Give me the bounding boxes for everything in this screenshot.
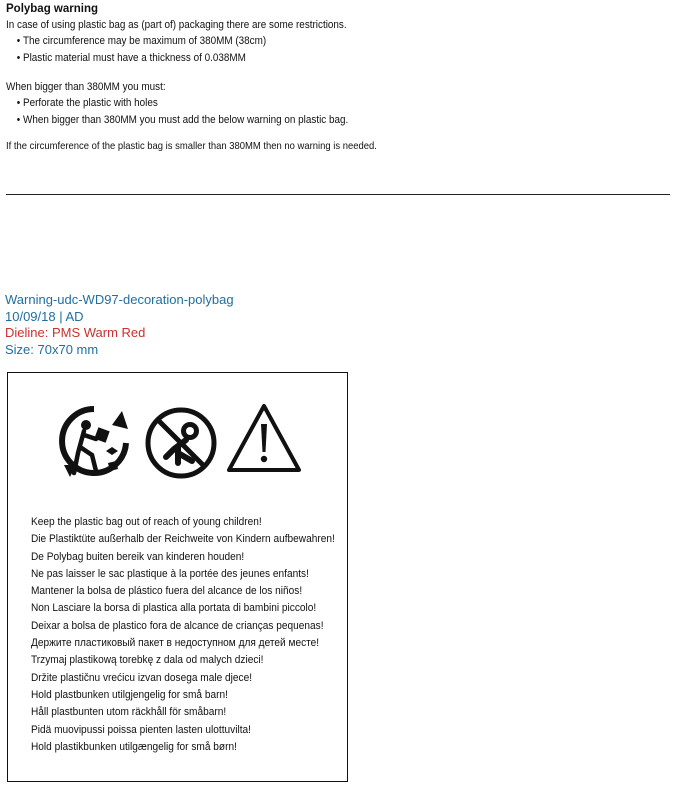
list-item: • Plastic material must have a thickness of 0.038MM bbox=[23, 50, 604, 67]
warning-line: Držite plastičnu vrećicu izvan dosega male djece! bbox=[31, 671, 253, 684]
warning-line: Die Plastiktüte außerhalb der Reichweite von Kindern aufbewahren! bbox=[31, 533, 335, 546]
bigger-intro-text: When bigger than 380MM you must: bbox=[6, 81, 166, 93]
recycle-disposal-icon bbox=[56, 403, 132, 483]
divider bbox=[6, 194, 670, 195]
warning-icons bbox=[56, 403, 306, 483]
no-child-suffocation-icon bbox=[144, 405, 218, 481]
warning-line: Håll plastbunten utom räckhåll för småbarn! bbox=[31, 706, 227, 719]
document-section bbox=[6, 0, 668, 154]
label-metadata bbox=[5, 292, 234, 358]
doc-title: Polybag warning bbox=[6, 3, 99, 15]
warning-line: Non Lasciare la borsa di plastica alla portata di bambini piccolo! bbox=[31, 602, 317, 615]
label-dieline: Dieline: PMS Warm Red bbox=[5, 325, 146, 340]
warning-line: Keep the plastic bag out of reach of young children! bbox=[31, 516, 262, 528]
list-item: • The circumference may be maximum of 380MM (38cm) bbox=[23, 33, 604, 50]
warning-line: De Polybag buiten bereik van kinderen houden! bbox=[31, 550, 245, 563]
label-name: Warning-udc-WD97-decoration-polybag bbox=[5, 292, 234, 307]
warning-line: Ne pas laisser le sac plastique à la portée des jeunes enfants! bbox=[31, 567, 309, 580]
smaller-note: If the circumference of the plastic bag is smaller than 380MM then no warning is needed. bbox=[6, 140, 377, 152]
warning-line: Trzymaj plastikową torebkę z dala od malych dzieci! bbox=[31, 654, 264, 667]
warning-line: Pidä muovipussi poissa pienten lasten ulottuvilta! bbox=[31, 723, 251, 736]
bigger-list bbox=[6, 95, 668, 129]
list-item: • When bigger than 380MM you must add the below warning on plastic bag. bbox=[23, 112, 604, 129]
warning-line: Hold plastikbunken utilgængelig for små børn! bbox=[31, 740, 237, 753]
list-item: • Perforate the plastic with holes bbox=[23, 95, 604, 112]
warning-line: Mantener la bolsa de plástico fuera del alcance de los niños! bbox=[31, 585, 303, 598]
warning-line: Hold plastbunken utilgjengelig for små barn! bbox=[31, 688, 228, 701]
warning-line: Deixar a bolsa de plastico fora de alcance de crianças pequenas! bbox=[31, 619, 324, 632]
intro-text: In case of using plastic bag as (part of) packaging there are some restrictions. bbox=[6, 19, 347, 31]
warning-text-list bbox=[31, 514, 341, 756]
label-date-author: 10/09/18 | AD bbox=[5, 308, 84, 324]
warning-line: Держите пластиковый пакет в недоступном для детей месте! bbox=[31, 637, 320, 650]
warning-label bbox=[7, 372, 348, 782]
label-size: Size: 70x70 mm bbox=[5, 341, 99, 357]
restrictions-list bbox=[6, 33, 668, 67]
warning-triangle-icon bbox=[226, 402, 302, 474]
